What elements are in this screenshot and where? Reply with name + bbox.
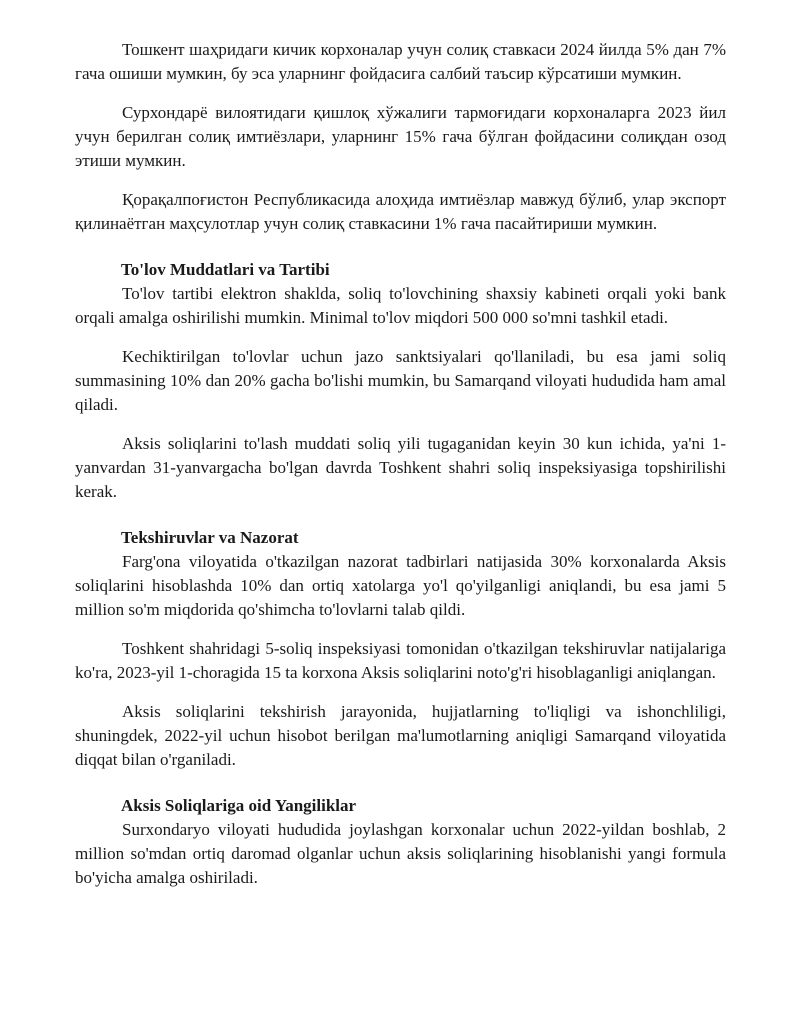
paragraph-karakalpakstan-export: Қорақалпоғистон Республикасида алоҳида имтиёзлар мавжуд бўлиб, улар экспорт қилинаётган маҳсулотлар учун солиқ ставкасини 1% гача пасайтириши мумкин.: [75, 190, 726, 233]
section-heading-inspections: Tekshiruvlar va Nazorat: [121, 528, 299, 547]
paragraph-samarkand-review: Aksis soliqlarini tekshirish jarayonida, hujjatlarning to'liqligi va ishonchliligi, shuningdek, 2022-yil uchun hisobot berilgan ma'lumotlarning aniqligi Samarqand viloyatida diqqat bilan o'rganiladi.: [75, 702, 726, 769]
paragraph-surkhandarya-formula: Surxondaryo viloyati hududida joylashgan korxonalar uchun 2022-yildan boshlab, 2 million so'mdan ortiq daromad olganlar uchun aksis soliqlarining hisoblanishi yangi formula bo'yicha amalga oshiriladi.: [75, 820, 726, 887]
paragraph-surkhandarya-benefits: Сурхондарё вилоятидаги қишлоқ хўжалиги тармоғидаги корхоналарга 2023 йил учун берилган солиқ имтиёзлари, уларнинг 15% гача бўлган фойдасини солиқдан озод этиши мумкин.: [75, 103, 726, 170]
section-heading-payment-terms: To'lov Muddatlari va Tartibi: [121, 260, 330, 279]
paragraph-late-penalties: Kechiktirilgan to'lovlar uchun jazo sanktsiyalari qo'llaniladi, bu esa jami soliq summasining 10% dan 20% gacha bo'lishi mumkin, bu Samarqand viloyati hududida ham amal qiladi.: [75, 347, 726, 414]
paragraph-tashkent-inspection: Toshkent shahridagi 5-soliq inspeksiyasi tomonidan o'tkazilgan tekshiruvlar natijalariga ko'ra, 2023-yil 1-choragida 15 ta korxona Aksis soliqlarini noto'g'ri hisoblaganligi aniqlangan.: [75, 639, 726, 682]
paragraph-payment-method: To'lov tartibi elektron shaklda, soliq to'lovchining shaxsiy kabineti orqali yoki bank orqali amalga oshirilishi mumkin. Minimal to'lov miqdori 500 000 so'mni tashkil etadi.: [75, 284, 726, 327]
section-heading-excise-news: Aksis Soliqlariga oid Yangiliklar: [121, 796, 357, 815]
paragraph-tashkent-tax-rate: Тошкент шаҳридаги кичик корхоналар учун солиқ ставкаси 2024 йилда 5% дан 7% гача ошиши мумкин, бу эса уларнинг фойдасига салбий таъсир кўрсатиши мумкин.: [75, 40, 726, 83]
document-page: [75, 38, 726, 905]
paragraph-fergana-inspection: Farg'ona viloyatida o'tkazilgan nazorat tadbirlari natijasida 30% korxonalarda Aksis soliqlarini hisoblashda 10% dan ortiq xatolarga yo'l qo'yilganligi aniqlandi, bu esa jami 5 million so'm miqdorida qo'shimcha to'lovlarni talab qildi.: [75, 552, 726, 619]
paragraph-payment-deadline: Aksis soliqlarini to'lash muddati soliq yili tugaganidan keyin 30 kun ichida, ya'ni 1-yanvardan 31-yanvargacha bo'lgan davrda Toshkent shahri soliq inspeksiyasiga topshirilishi kerak.: [75, 434, 726, 501]
